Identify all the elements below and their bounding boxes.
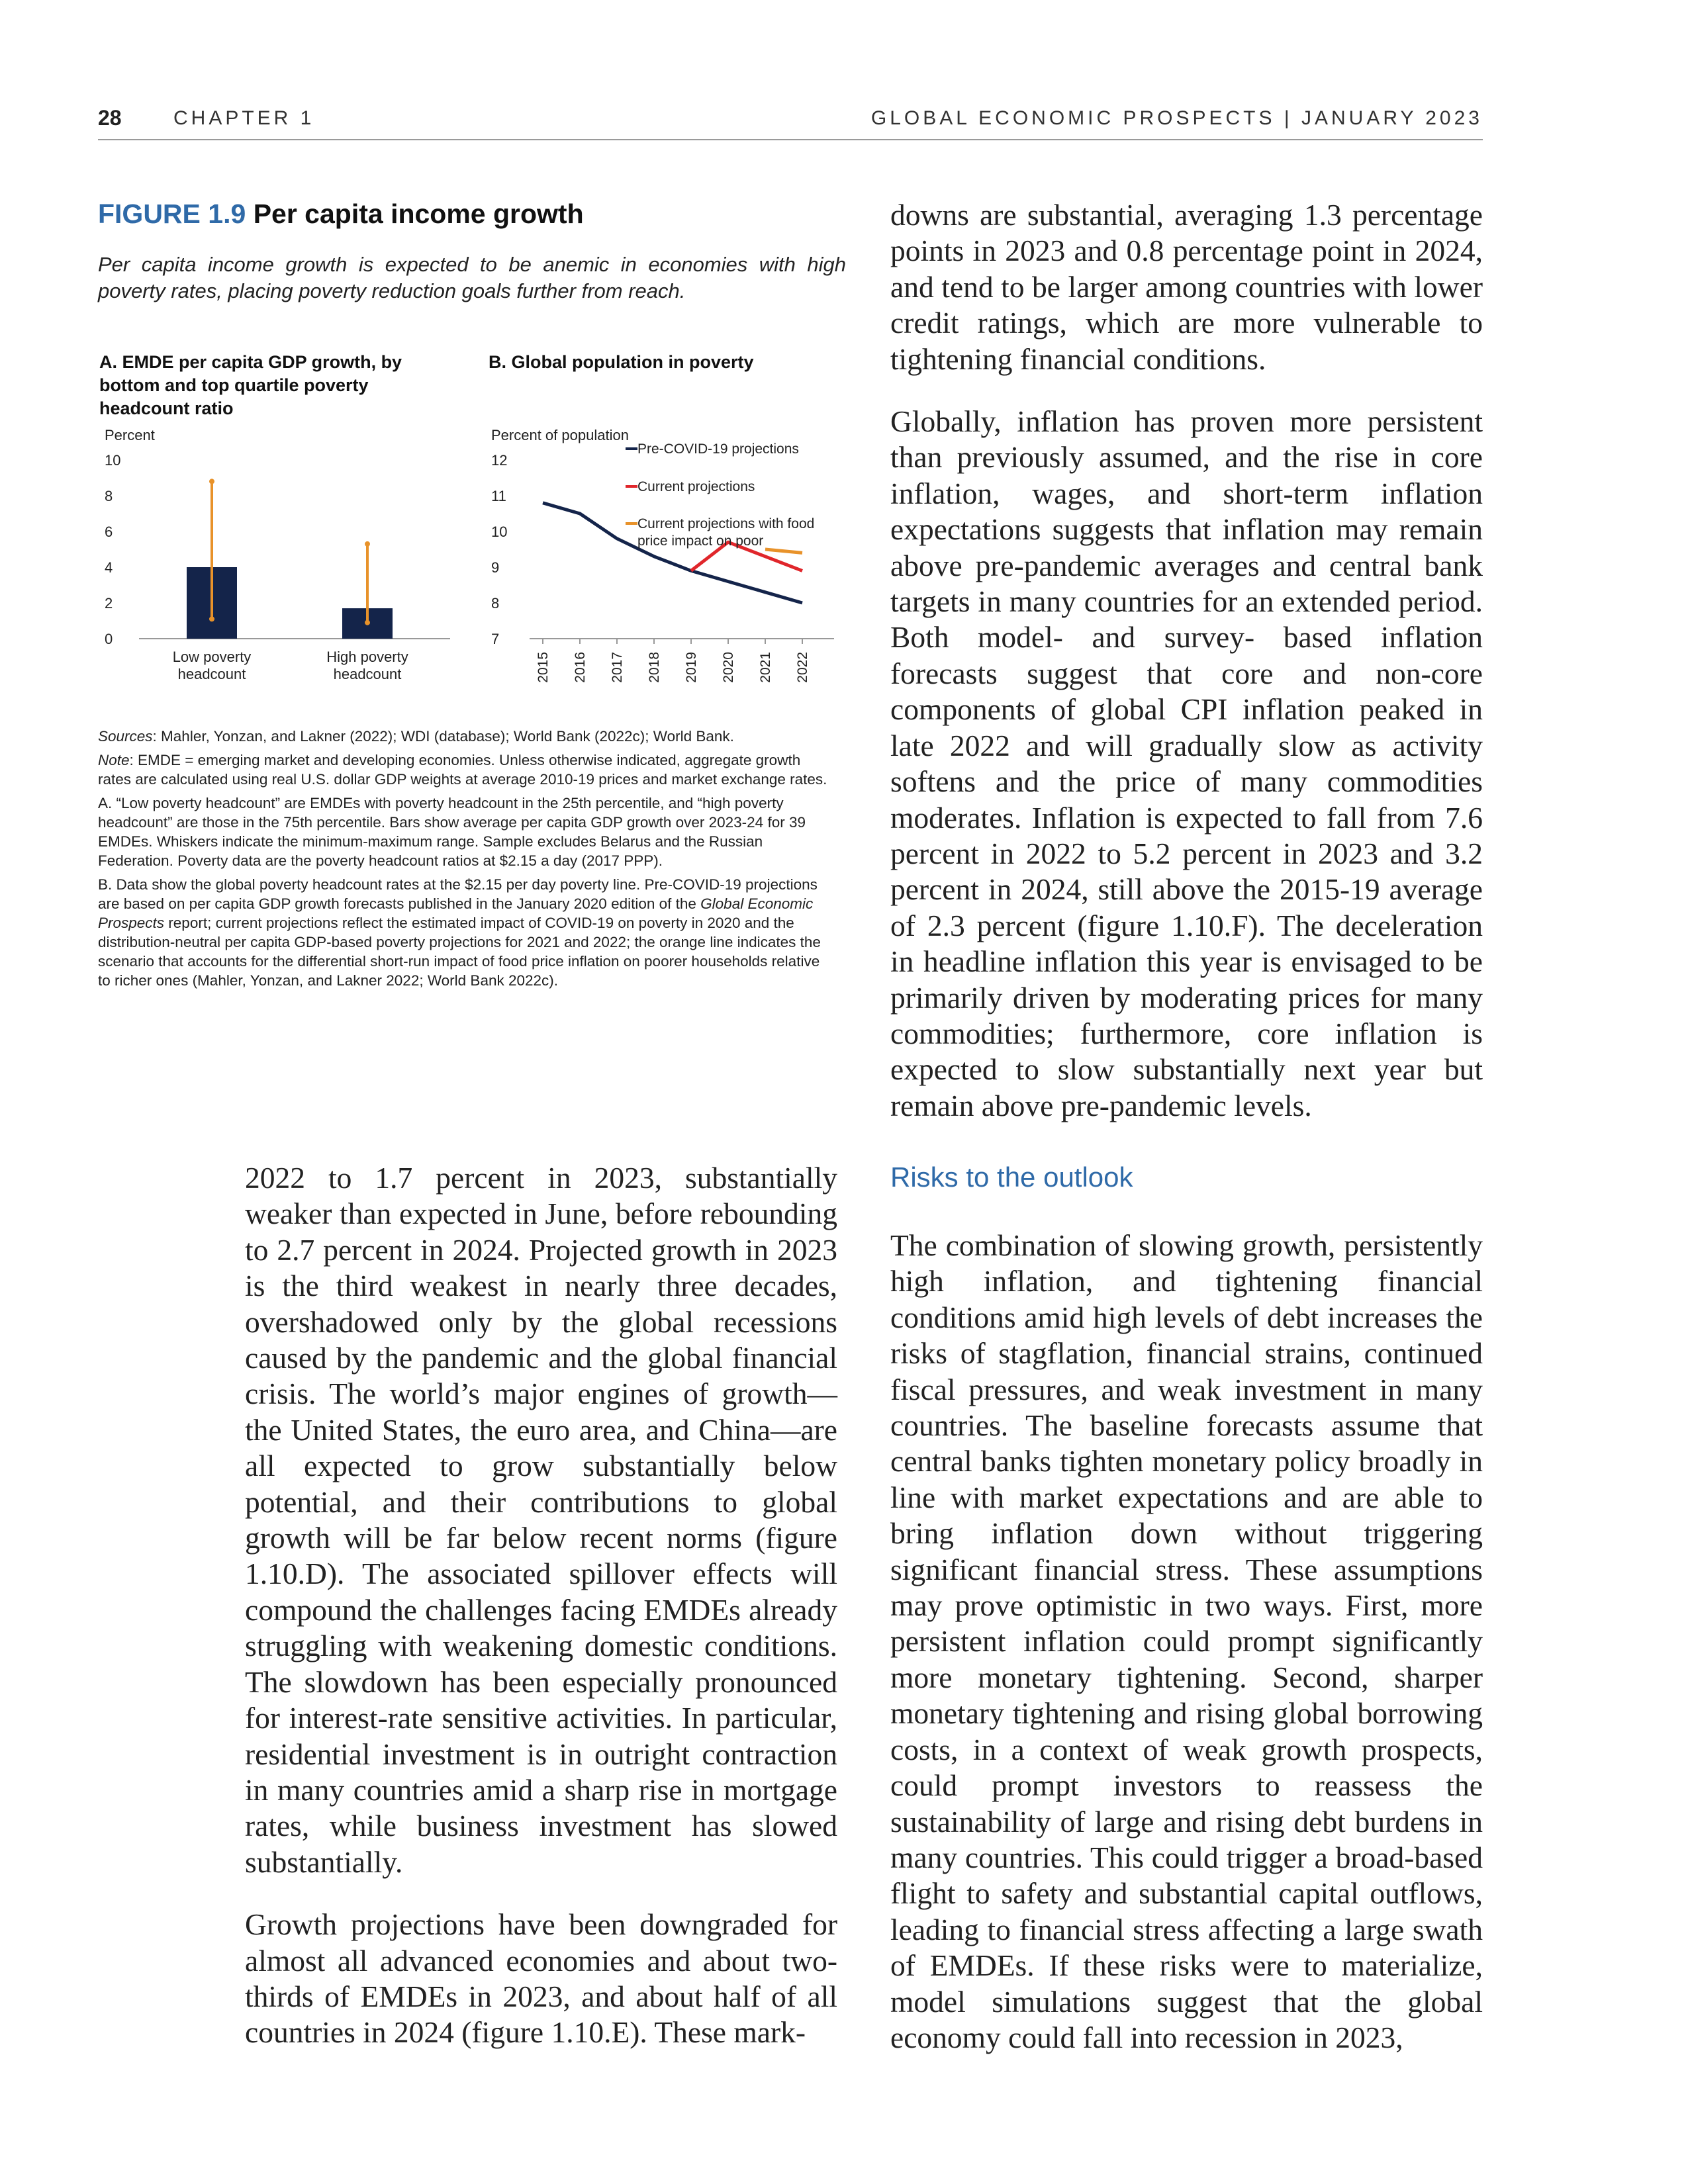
body-paragraph: Globally, inflation has proven more persistent than previously assumed, and the rise in core inflation, wages, and short-term inflation expectations suggests that inflation may remain above pre-pandemic averages and central bank targets in many countries for an extended period. Both model- and survey- based inflation forecasts suggest that core and non-core components of global CPI inflation peaked in late 2022 and will gradually slow as activity softens and the price of many commodities moderates. Inflation is expected to fall from 7.6 percent in 2022 to 5.2 percent in 2023 and 3.2 percent in 2024, still above the 2015-19 average of 2.3 percent (figure 1.10.F). The deceleration in headline inflation this year is envisaged to be primarily driven by moderating prices for many commodities; furthermore, core inflation is expected to slow substantially next year but remain above pre-pandemic levels. [890,404,1483,1122]
chart-a-y-axis-label: Percent [105,427,155,443]
page-number: 28 [98,106,122,130]
figure-notes [98,727,833,995]
note-b-text-1: B. Data show the global poverty headcount rates at the $2.15 per day poverty line. Pre-COVID-19 projections are based on per capita GDP growth forecasts published in the January 2020 edition of the [98,876,818,912]
chart-b-x-tick-label: 2018 [647,652,662,683]
chart-a-whisker-min [209,616,214,621]
chart-a-y-tick-label: 2 [105,595,113,612]
chart-a-y-tick-label: 6 [105,523,113,540]
chart-b-legend-label: Current projections [637,479,755,494]
chart-b-x-tick-label: 2021 [758,652,773,683]
chart-a-y-tick-label: 10 [105,452,121,469]
sources-text: : Mahler, Yonzan, and Lakner (2022); WDI (database); World Bank (2022c); World Bank. [152,728,734,745]
note-b-text-2: report; current projections reflect the estimated impact of COVID-19 on poverty in 2020 and the distribution-neutral per capita GDP-based poverty projections for 2021 and 2022; the orange line indicates the scenario that accounts for the differential short-run impact of food price inflation on poorer households relative to richer ones (Mahler, Yonzan, and Lakner 2022; World Bank 2022c). [98,915,821,989]
chart-b-y-tick-label: 10 [491,523,508,540]
header-rule [98,139,1483,140]
chart-b-series-line [765,549,802,553]
chart-b-line-chart [477,424,847,702]
chart-b-x-tick-label: 2017 [610,652,625,683]
chart-b-y-tick-label: 7 [491,631,500,647]
body-paragraph: downs are substantial, averaging 1.3 percentage points in 2023 and 0.8 percentage point in 2024, and tend to be larger among countries with lower credit ratings, which are more vulnerable to tightening financial conditions. [890,198,1483,376]
chart-b-x-tick-label: 2022 [795,652,810,683]
chart-b-y-tick-label: 11 [491,488,506,504]
chapter-label: CHAPTER 1 [173,107,315,129]
figure-note-a: A. “Low poverty headcount” are EMDEs with poverty headcount in the 25th percentile, and “high poverty headcount” are those in the 75th percentile. Bars show average per capita GDP growth over 2023-24 for 39 EMDEs. Whiskers indicate the minimum-maximum range. Sample excludes Belarus and the Russian Federation. Poverty data are the poverty headcount ratios at $2.15 a day (2017 PPP). [98,795,806,869]
chart-b-y-tick-label: 8 [491,595,500,612]
figure-title-text: Per capita income growth [253,199,584,229]
body-paragraph: 2022 to 1.7 percent in 2023, substantially weaker than expected in June, before rebounding to 2.7 percent in 2024. Projected growth in 2023 is the third weakest in nearly three decades, overshadowed only by the global recessions caused by the pandemic and the global financial crisis. The world’s major engines of growth—the United States, the euro area, and China—are all expected to grow substantially below potential, and their contributions to global growth will be far below recent norms (figure 1.10.D). The associated spillover effects will compound the challenges facing EMDEs already struggling with weakening domestic conditions. The slowdown has been especially pronounced for interest-rate sensitive activities. In particular, residential investment is in outright contraction in many countries amid a sharp rise in mortgage rates, while business investment has slowed substantially. [245,1161,837,1879]
body-column-right-top [890,197,1483,1150]
chart-b-legend-label: Current projections with food price impact on poor [637,516,815,549]
chart-b-y-axis-label: Percent of population [491,427,629,443]
body-column-right-bottom [890,1228,1483,2082]
chart-a-bar-chart [93,424,463,688]
chart-a-y-tick-label: 8 [105,488,113,504]
figure-subtitle: Per capita income growth is expected to be anemic in economies with high poverty rates, placing poverty reduction goals further from reach. [98,253,846,302]
panel-b-title: B. Global population in poverty [489,352,754,372]
panel-a-title: A. EMDE per capita GDP growth, by bottom and top quartile poverty headcount ratio [99,352,402,418]
chart-b-x-tick-label: 2019 [684,652,699,683]
chart-a-whisker-max [209,478,214,484]
body-column-left [245,1160,837,2077]
running-title: GLOBAL ECONOMIC PROSPECTS | JANUARY 2023 [870,107,1483,129]
note-b-italic: Global Economic Prospects [98,895,814,931]
figure-sources [98,727,833,746]
figure-note-b [98,875,833,990]
chart-b-x-tick-label: 2016 [573,652,588,683]
chart-b-legend-label: Pre-COVID-19 projections [637,441,799,457]
figure-number: FIGURE 1.9 [98,199,246,229]
chart-a-whisker-min [365,620,370,625]
figure-note [98,751,833,789]
chart-b-x-tick-label: 2020 [721,652,736,683]
figure-title [98,199,584,230]
sources-label: Sources [98,728,153,745]
chart-a-y-tick-label: 4 [105,559,113,576]
note-text: : EMDE = emerging market and developing economies. Unless otherwise indicated, aggregate growth rates are calculated using real U.S. dollar GDP weights at average 2010-19 prices and market exchange rates. [98,752,827,788]
note-label: Note [98,752,130,768]
body-paragraph: The combination of slowing growth, persistently high inflation, and tightening financial conditions amid high levels of debt increases the risks of stagflation, financial strains, continued fiscal pressures, and weak investment in many countries. The baseline forecasts assume that central banks tighten monetary policy broadly in line with market expectations and are able to bring inflation down without triggering significant financial stress. These assumptions may prove optimistic in two ways. First, more persistent inflation could prompt significantly more monetary tightening. Second, sharper monetary tightening and rising global borrowing costs, in a context of weak growth prospects, could prompt investors to reassess the sustainability of large and rising debt burdens in many countries. This could trigger a broad-based flight to safety and substantial capital outflows, leading to financial stress affecting a large swath of EMDEs. If these risks were to materialize, model simulations suggest that the global economy could fall into recession in 2023, [890,1228,1483,2054]
chart-a-whisker-max [365,541,370,547]
chart-b-x-tick-label: 2015 [536,652,551,683]
chart-b-y-tick-label: 12 [491,452,508,469]
chart-a-y-tick-label: 0 [105,631,113,647]
chart-a-category-label: High poverty headcount [326,649,408,682]
section-heading: Risks to the outlook [890,1161,1133,1193]
chart-b-y-tick-label: 9 [491,559,500,576]
body-paragraph: Growth projections have been downgraded for almost all advanced economies and about two-thirds of EMDEs in 2023, and about half of all countries in 2024 (figure 1.10.E). These mark- [245,1907,837,2050]
chart-a-category-label: Low poverty headcount [172,649,252,682]
